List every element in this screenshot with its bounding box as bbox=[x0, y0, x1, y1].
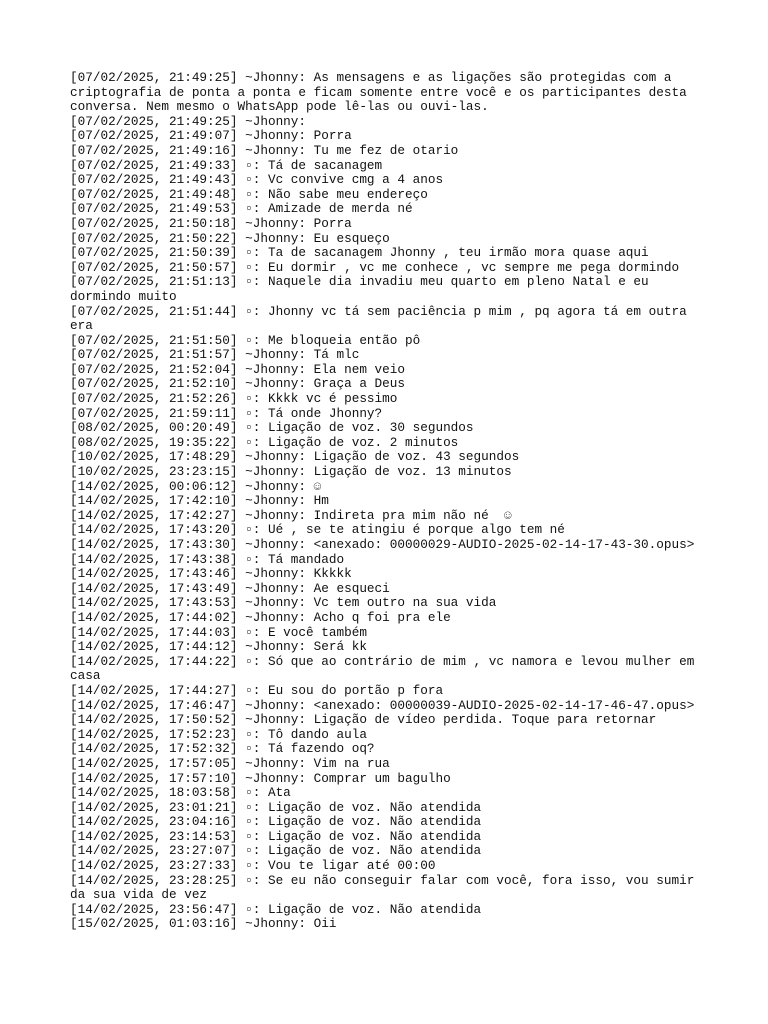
chat-line: [07/02/2025, 21:52:26] ▫: Kkkk vc é pessimo bbox=[70, 391, 398, 407]
chat-line: [07/02/2025, 21:51:57] ~Jhonny: Tá mlc bbox=[70, 347, 360, 363]
chat-line: [14/02/2025, 17:52:23] ▫: Tô dando aula bbox=[70, 726, 367, 742]
chat-line: [14/02/2025, 17:44:02] ~Jhonny: Acho q foi pra ele bbox=[70, 609, 451, 625]
chat-line: [14/02/2025, 17:43:30] ~Jhonny: <anexado: 00000029-AUDIO-2025-02-14-17-43-30.opus> bbox=[70, 537, 695, 552]
chat-line: [10/02/2025, 17:48:29] ~Jhonny: Ligação de voz. 43 segundos bbox=[70, 449, 520, 465]
chat-line: [07/02/2025, 21:49:16] ~Jhonny: Tu me fez de otario bbox=[70, 142, 459, 158]
chat-line: [14/02/2025, 23:27:07] ▫: Ligação de voz. Não atendida bbox=[70, 843, 482, 859]
chat-line: [07/02/2025, 21:49:33] ▫: Tá de sacanagem bbox=[70, 157, 383, 173]
chat-line: [14/02/2025, 17:44:22] ▫: Só que ao contrário de mim , vc namora e levou mulher em casa bbox=[70, 653, 702, 684]
chat-line: [14/02/2025, 17:52:32] ▫: Tá fazendo oq? bbox=[70, 741, 375, 757]
chat-line: [07/02/2025, 21:51:50] ▫: Me bloqueia então pô bbox=[70, 332, 421, 348]
chat-line: [07/02/2025, 21:49:43] ▫: Vc convive cmg a 4 anos bbox=[70, 172, 444, 188]
chat-line: [14/02/2025, 17:43:46] ~Jhonny: Kkkkk bbox=[70, 566, 352, 582]
chat-line: [14/02/2025, 17:57:05] ~Jhonny: Vim na rua bbox=[70, 755, 390, 771]
chat-line: [08/02/2025, 00:20:49] ▫: Ligação de voz. 30 segundos bbox=[70, 420, 474, 436]
chat-line: [14/02/2025, 23:14:53] ▫: Ligação de voz. Não atendida bbox=[70, 828, 482, 844]
chat-line: [08/02/2025, 19:35:22] ▫: Ligação de voz. 2 minutos bbox=[70, 434, 459, 450]
chat-line: [07/02/2025, 21:49:07] ~Jhonny: Porra bbox=[70, 128, 352, 144]
chat-line: [07/02/2025, 21:49:53] ▫: Amizade de merda né bbox=[70, 201, 413, 217]
chat-line: [15/02/2025, 01:03:16] ~Jhonny: Oii bbox=[70, 916, 337, 932]
chat-line: [14/02/2025, 17:46:47] ~Jhonny: <anexado: 00000039-AUDIO-2025-02-14-17-46-47.opus> bbox=[70, 697, 695, 713]
chat-line: [14/02/2025, 17:57:10] ~Jhonny: Comprar um bagulho bbox=[70, 770, 451, 786]
chat-line: [07/02/2025, 21:51:44] ▫: Jhonny vc tá sem paciência p mim , pq agora tá em outra era bbox=[70, 303, 695, 334]
chat-line: [07/02/2025, 21:50:22] ~Jhonny: Eu esqueço bbox=[70, 230, 390, 246]
chat-line: [14/02/2025, 17:50:52] ~Jhonny: Ligação de vídeo perdida. Toque para retornar bbox=[70, 712, 657, 728]
chat-line: [14/02/2025, 17:42:10] ~Jhonny: Hm bbox=[70, 493, 329, 509]
chat-line: [14/02/2025, 17:42:27] ~Jhonny: Indireta pra mim não né ☺ bbox=[70, 507, 512, 523]
chat-line: [07/02/2025, 21:51:13] ▫: Naquele dia invadiu meu quarto em pleno Natal e eu dormindo muito bbox=[70, 274, 657, 304]
chat-line: [14/02/2025, 17:43:38] ▫: Tá mandado bbox=[70, 551, 345, 567]
chat-line: [07/02/2025, 21:49:48] ▫: Não sabe meu endereço bbox=[70, 186, 428, 202]
chat-line: [14/02/2025, 17:44:12] ~Jhonny: Será kk bbox=[70, 639, 367, 655]
chat-line: [14/02/2025, 23:01:21] ▫: Ligação de voz. Não atendida bbox=[70, 799, 482, 815]
chat-line: [14/02/2025, 17:43:20] ▫: Ué , se te atingiu é porque algo tem né bbox=[70, 522, 565, 538]
chat-line: [07/02/2025, 21:52:04] ~Jhonny: Ela nem veio bbox=[70, 361, 406, 377]
chat-line: [14/02/2025, 23:56:47] ▫: Ligação de voz. Não atendida bbox=[70, 901, 482, 917]
chat-line: [14/02/2025, 23:27:33] ▫: Vou te ligar até 00:00 bbox=[70, 858, 436, 874]
chat-line: [10/02/2025, 23:23:15] ~Jhonny: Ligação de voz. 13 minutos bbox=[70, 464, 512, 480]
chat-line: [07/02/2025, 21:49:25] ~Jhonny: bbox=[70, 113, 307, 129]
chat-line: [14/02/2025, 00:06:12] ~Jhonny: ☺ bbox=[70, 478, 322, 494]
chat-line: [07/02/2025, 21:50:18] ~Jhonny: Porra bbox=[70, 215, 352, 231]
chat-line: [14/02/2025, 17:43:49] ~Jhonny: Ae esqueci bbox=[70, 580, 390, 596]
chat-line: [07/02/2025, 21:49:25] ~Jhonny: As mensagens e as ligações são protegidas com a criptografia de ponta a ponta e ficam somente entre você e os participantes desta conversa. Nem mesmo o WhatsApp pode lê-las ou ouvi-las. bbox=[70, 70, 695, 115]
chat-line: [07/02/2025, 21:50:57] ▫: Eu dormir , vc me conhece , vc sempre me pega dormindo bbox=[70, 259, 680, 275]
chat-line: [14/02/2025, 17:44:27] ▫: Eu sou do portão p fora bbox=[70, 682, 444, 698]
chat-line: [14/02/2025, 17:44:03] ▫: E você também bbox=[70, 624, 367, 640]
chat-line: [07/02/2025, 21:59:11] ▫: Tá onde Jhonny? bbox=[70, 405, 383, 421]
chat-export-document bbox=[70, 70, 702, 932]
chat-line: [14/02/2025, 17:43:53] ~Jhonny: Vc tem outro na sua vida bbox=[70, 595, 497, 611]
chat-line: [14/02/2025, 23:28:25] ▫: Se eu não conseguir falar com você, fora isso, vou sumir da sua vida de vez bbox=[70, 872, 702, 903]
chat-line: [07/02/2025, 21:50:39] ▫: Ta de sacanagem Jhonny , teu irmão mora quase aqui bbox=[70, 245, 649, 261]
chat-line: [14/02/2025, 23:04:16] ▫: Ligação de voz. Não atendida bbox=[70, 814, 482, 830]
chat-line: [14/02/2025, 18:03:58] ▫: Ata bbox=[70, 785, 291, 801]
chat-line: [07/02/2025, 21:52:10] ~Jhonny: Graça a Deus bbox=[70, 376, 406, 392]
